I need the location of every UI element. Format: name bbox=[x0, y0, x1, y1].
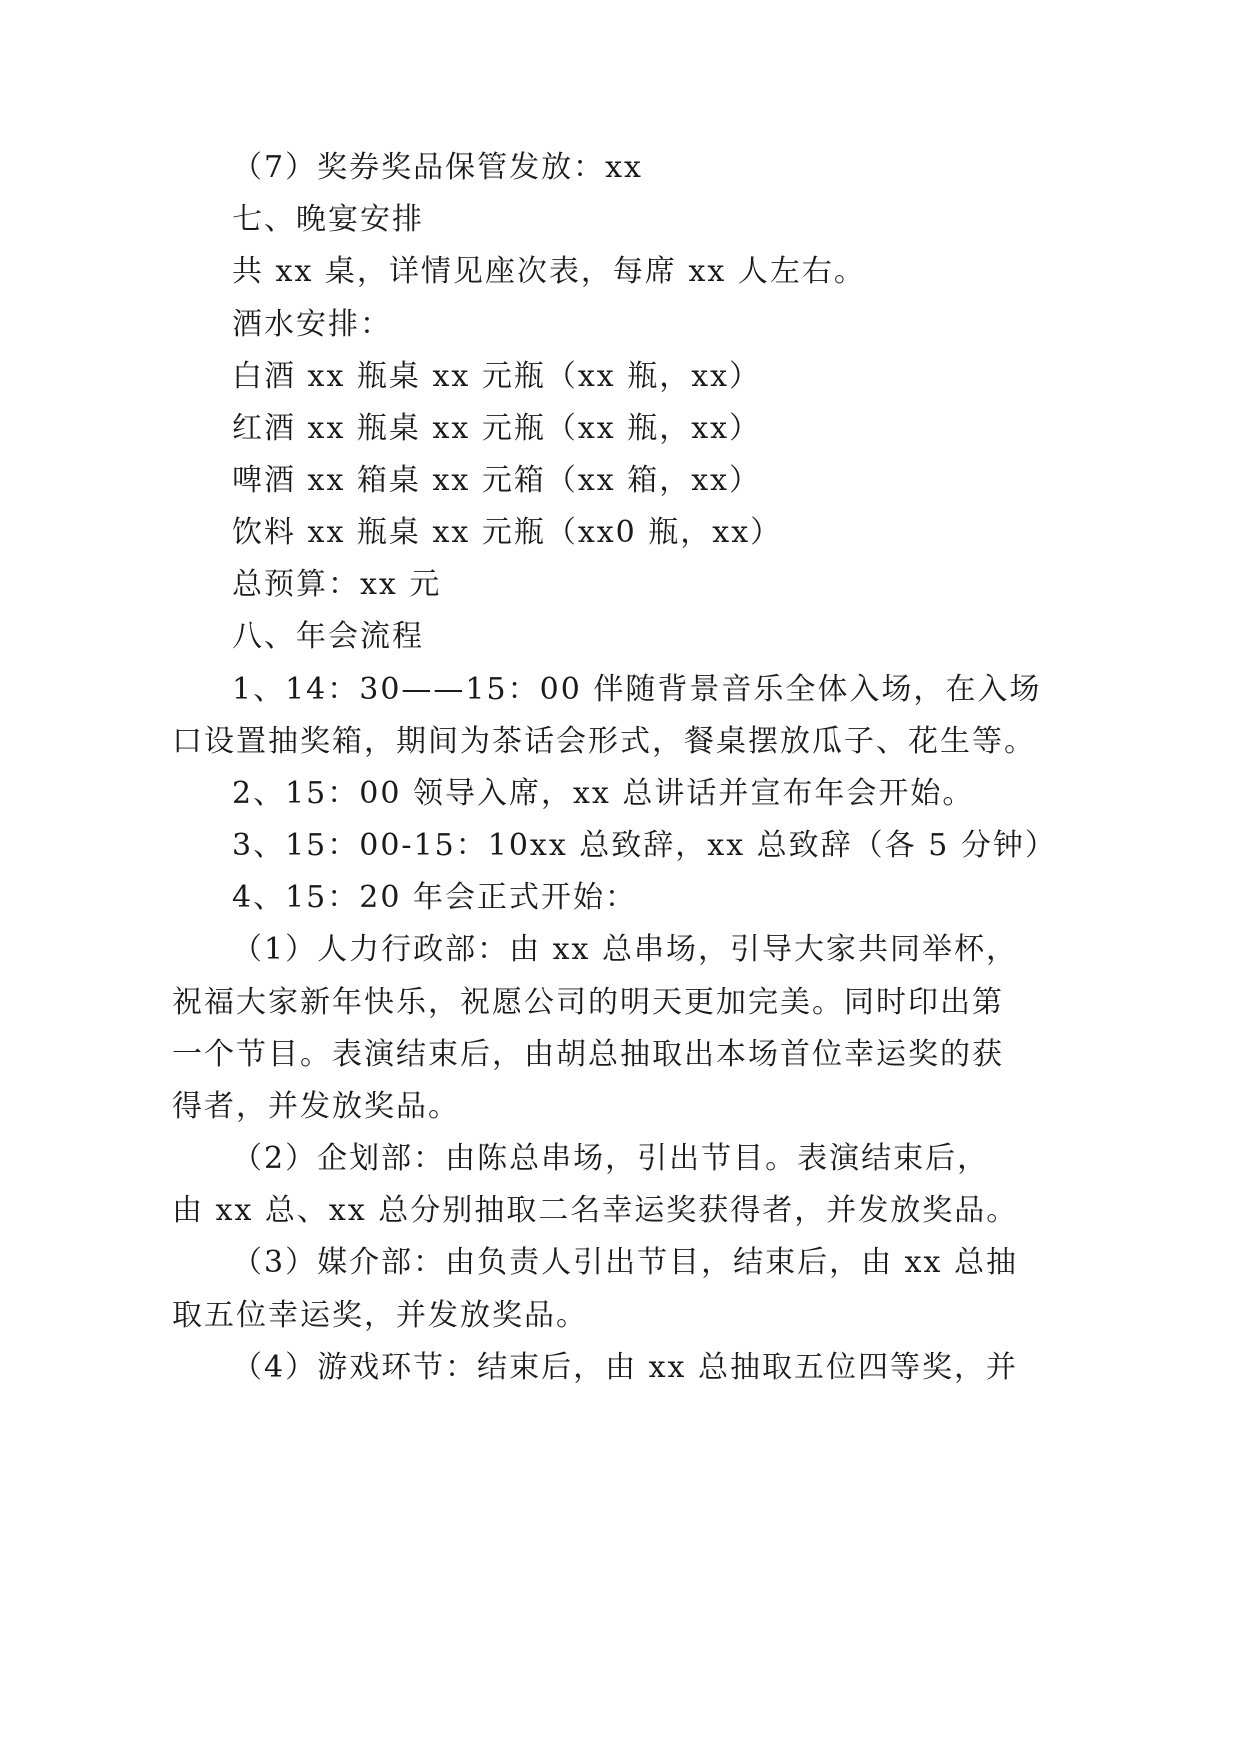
text-line: 4、15：20 年会正式开始： bbox=[232, 880, 637, 915]
text-line: 2、15：00 领导入席，xx 总讲话并宣布年会开始。 bbox=[232, 776, 975, 811]
text-line: 一个节目。表演结束后，由胡总抽取出本场首位幸运奖的获 bbox=[172, 1037, 1004, 1072]
section-heading: 八、年会流程 bbox=[232, 619, 424, 654]
text-line: 祝福大家新年快乐，祝愿公司的明天更加完美。同时印出第 bbox=[172, 985, 1004, 1020]
text-line: （3）媒介部：由负责人引出节目，结束后，由 xx 总抽 bbox=[232, 1245, 1018, 1280]
text-line: 取五位幸运奖，并发放奖品。 bbox=[172, 1298, 588, 1333]
text-line: （7）奖券奖品保管发放：xx bbox=[232, 150, 643, 185]
text-line: 得者，并发放奖品。 bbox=[172, 1089, 460, 1124]
text-line: 酒水安排： bbox=[232, 307, 392, 342]
text-line: 3、15：00-15：10xx 总致辞，xx 总致辞（各 5 分钟） bbox=[232, 828, 1057, 863]
section-heading: 七、晚宴安排 bbox=[232, 202, 424, 237]
text-line: 饮料 xx 瓶桌 xx 元瓶（xx0 瓶，xx） bbox=[232, 515, 783, 550]
text-line: 1、14：30——15：00 伴随背景音乐全体入场，在入场 bbox=[232, 672, 1042, 707]
text-line: （2）企划部：由陈总串场，引出节目。表演结束后， bbox=[232, 1141, 990, 1176]
text-line: 由 xx 总、xx 总分别抽取二名幸运奖获得者，并发放奖品。 bbox=[172, 1193, 1019, 1228]
text-line: （1）人力行政部：由 xx 总串场，引导大家共同举杯， bbox=[232, 932, 1018, 967]
text-line: 共 xx 桌，详情见座次表，每席 xx 人左右。 bbox=[232, 254, 866, 289]
text-line: 口设置抽奖箱，期间为茶话会形式，餐桌摆放瓜子、花生等。 bbox=[172, 724, 1036, 759]
text-line: 白酒 xx 瓶桌 xx 元瓶（xx 瓶，xx） bbox=[232, 359, 762, 394]
text-line: （4）游戏环节：结束后，由 xx 总抽取五位四等奖，并 bbox=[232, 1350, 1018, 1385]
text-line: 红酒 xx 瓶桌 xx 元瓶（xx 瓶，xx） bbox=[232, 411, 762, 446]
text-line: 啤酒 xx 箱桌 xx 元箱（xx 箱，xx） bbox=[232, 463, 762, 498]
text-line: 总预算：xx 元 bbox=[232, 567, 442, 602]
